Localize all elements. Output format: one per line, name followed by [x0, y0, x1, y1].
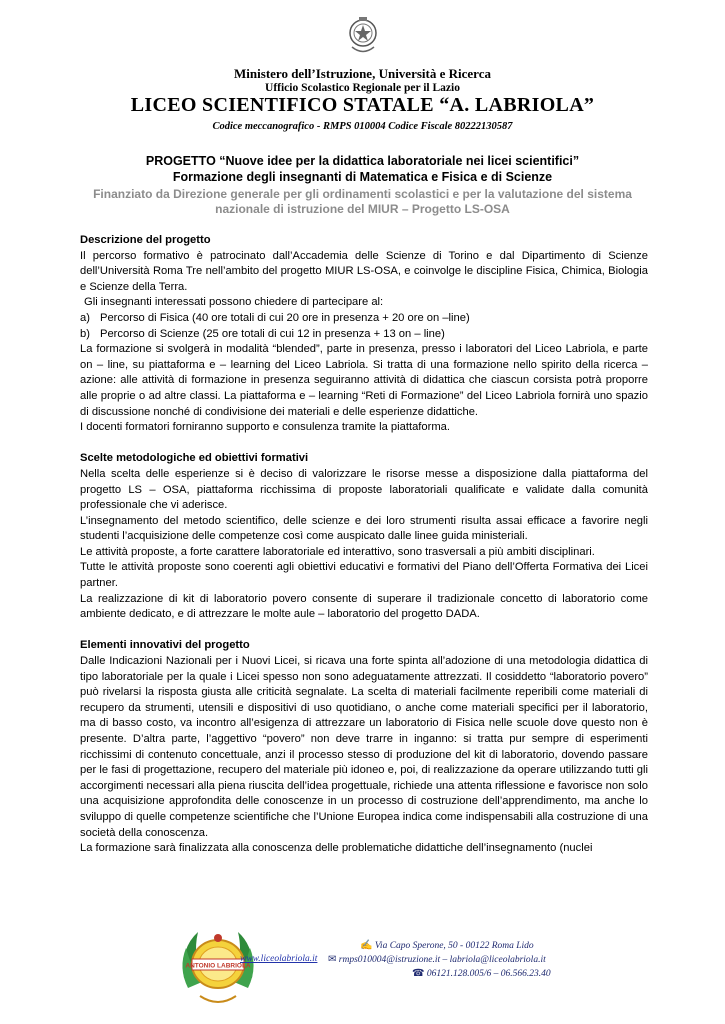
school-codes: Codice meccanografico - RMPS 010004 Codice Fiscale 80222130587	[212, 121, 513, 132]
document-body	[80, 233, 648, 857]
email-text[interactable]: rmps010004@istruzione.it – labriola@liceolabriola.it	[338, 955, 546, 965]
envelope-icon: ✉	[328, 954, 337, 965]
project-subtitle: Formazione degli insegnanti di Matematica e Fisica e di Scienze	[172, 170, 553, 184]
paragraph: Dalle Indicazioni Nazionali per i Nuovi Licei, si ricava una forte spinta all’adozione di una metodologia didattica di tipo laboratoriale per la quale i Licei spesso non sono adeguatamente attrezzati. Il cosiddetto “laboratorio povero” può rivelarsi la risposta giusta alle criticità segnalate. La scelta di materiali facilmente reperibili come materiali di recupero da strumenti, utensili e dispositivi di uso quotidiano, o anche come materiali specifici per il laboratorio, ma di basso costo, va incontro all’esigenza di attrezzare un laboratorio di Fisica nelle scuole dove questo non è presente. D’altra parte, l’aggettivo “povero” non deve trarre in inganno: si tratta pur sempre di esperimenti ricchissimi di contenuto concettuale, anzi il processo stesso di produzione del kit di laboratorio, dovendo passare per le fasi di progettazione, recupero del materiale più idoneo e, poi, di realizzazione da operare utilizzando tutti gli accorgimenti necessari alla piena riuscita dell’idea progettuale, richiede una attenta riflessione e favorisce non solo una acquisizione approfondita delle conoscenze in un processo di costruzione dell’apprendimento, ma anche lo sviluppo di quelle competenze scientifiche che l’Unione Europea indica come indispensabili alla costruzione di una società della conoscenza.	[80, 655, 648, 839]
paragraph: La realizzazione di kit di laboratorio povero consente di superare il tradizionale concetto di laboratorio come ambiente dedicato, e di attrezzare le molte aule – laboratorio del progetto DADA.	[80, 592, 648, 621]
paragraph: Gli insegnanti interessati possono chiedere di partecipare al:	[84, 296, 384, 309]
school-name: LICEO SCIENTIFICO STATALE “A. LABRIOLA”	[130, 94, 595, 116]
website-link[interactable]: www.liceolabriola.it	[240, 954, 318, 964]
phone-icon: ☎	[412, 968, 425, 979]
paragraph: Il percorso formativo è patrocinato dall’Accademia delle Scienze di Torino e dal Dipartimento di Scienze dell’Università Roma Tre nell’ambito del progetto MIUR LS-OSA, e coinvolge le discipline Fisica, Chimica, Biologia e Scienze della Terra.	[80, 249, 648, 293]
paragraph: I docenti formatori forniranno supporto e consulenza tramite la piattaforma.	[80, 421, 451, 434]
footer-email	[328, 954, 546, 965]
section-title-elementi: Elementi innovativi del progetto	[80, 639, 250, 652]
liceo-labriola-logo-icon	[178, 918, 258, 1010]
list-item	[80, 327, 648, 343]
regional-office-heading: Ufficio Scolastico Regionale per il Lazio	[265, 82, 460, 94]
address-text: Via Capo Sperone, 50 - 00122 Roma Lido	[374, 941, 534, 951]
section-title-scelte: Scelte metodologiche ed obiettivi formativi	[80, 452, 309, 465]
list-item	[80, 311, 648, 327]
paragraph: La formazione sarà finalizzata alla conoscenza delle problematiche didattiche dell’insegnamento (nuclei	[80, 842, 593, 855]
footer-phones	[412, 968, 551, 979]
list-marker: a)	[80, 311, 90, 324]
list-item-text: Percorso di Fisica (40 ore totali di cui 20 ore in presenza + 20 ore on –line)	[100, 311, 470, 324]
paragraph: L’insegnamento del metodo scientifico, delle scienze e dei loro strumenti risulta assai efficace a favorire negli studenti l’acquisizione delle competenze così come auspicato dalle linee guida ministeriali.	[80, 514, 648, 543]
project-funding: Finanziato da Direzione generale per gli ordinamenti scolastici e per la valutazione del sistema nazionale di istruzione del MIUR – Progetto LS-OSA	[93, 187, 632, 216]
ministry-heading: Ministero dell’Istruzione, Università e Ricerca	[234, 66, 491, 81]
list-item-text: Percorso di Scienze (25 ore totali di cui 12 in presenza + 13 on – line)	[100, 327, 445, 340]
paragraph: Le attività proposte, a forte carattere laboratoriale ed interattivo, sono trasversali a più ambiti disciplinari.	[80, 545, 595, 558]
italian-republic-emblem-icon	[348, 14, 378, 58]
project-title: PROGETTO “Nuove idee per la didattica laboratoriale nei licei scientifici”	[145, 154, 580, 168]
pen-icon: ✍	[360, 940, 373, 951]
section-title-descrizione: Descrizione del progetto	[80, 234, 211, 246]
logo-text: ANTONIO LABRIOLA	[185, 962, 251, 970]
paragraph: Nella scelta delle esperienze si è deciso di valorizzare le risorse messe a disposizione dalla piattaforma del progetto LS – OSA, piattaforma ricchissima di proposte laboratoriali qualificate e validate dalla comunità professionale che vi aderisce.	[80, 467, 648, 512]
paragraph: Tutte le attività proposte sono coerenti agli obiettivi educativi e formativi del Piano dell’Offerta Formativa dei Licei partner.	[80, 561, 648, 590]
phones-text: 06121.128.005/6 – 06.566.23.40	[426, 969, 551, 979]
footer-address	[360, 940, 534, 951]
list-marker: b)	[80, 327, 90, 340]
paragraph: La formazione si svolgerà in modalità “blended”, parte in presenza, presso i laboratori del Liceo Labriola, e parte on – line, su piattaforma e – learning del Liceo Labriola. Si tratta di una formazione nello spirito della ricerca – azione: alle attività di formazione in presenza seguiranno attività di didattica che ciascun corsista potrà proporre alle proprie o ad altre classi. La piattaforma e – learning “Reti di Formazione” del Liceo Labriola fornirà uno spazio di discussione nonché di condivisione dei materiali e delle esperienze didattiche.	[80, 343, 648, 418]
